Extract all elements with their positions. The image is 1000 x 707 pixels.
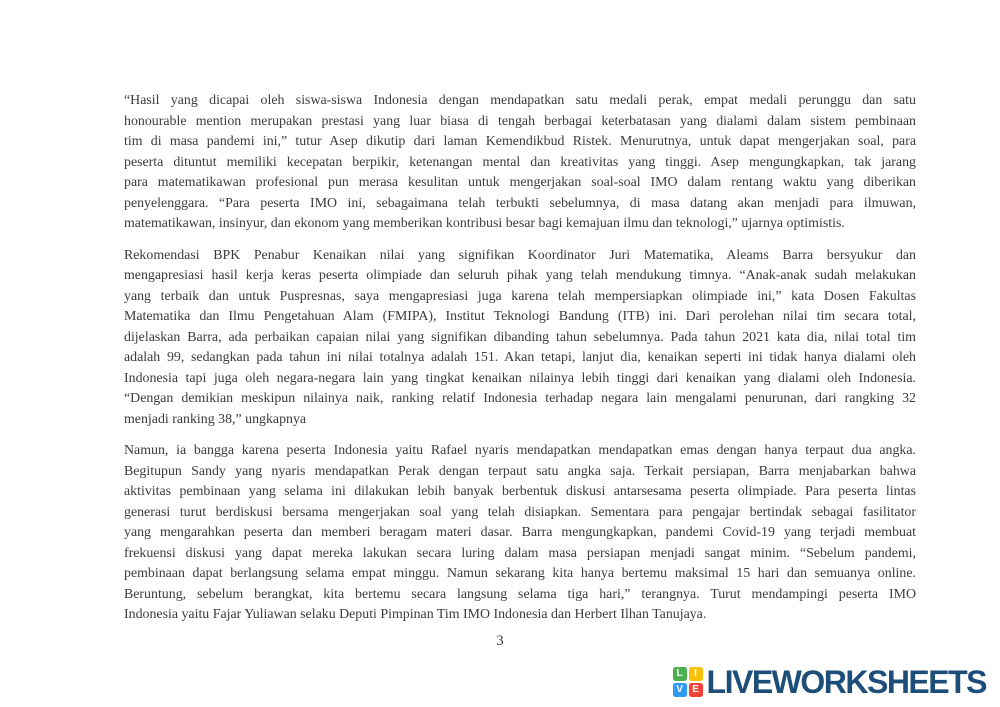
- text-line: generasi turut berdiskusi bersama mengerjakan soal yang telah disiapkan. Sementara para pengajar bertindak sebagai fasilitator: [124, 504, 916, 520]
- text-line: Rekomendasi BPK Penabur Kenaikan nilai yang signifikan Koordinator Juri Matematika, Aleams Barra bersyukur dan: [124, 247, 916, 263]
- text-line: Indonesia yaitu Fajar Yuliawan selaku Deputi Pimpinan Tim IMO Indonesia dan Herbert Ilhan Tanujaya.: [124, 607, 707, 622]
- text-line: Namun, ia bangga karena peserta Indonesia yaitu Rafael nyaris mendapatkan mendapatkan emas dengan hanya terpaut dua angka.: [124, 443, 916, 458]
- logo-square-i: I: [689, 667, 703, 681]
- liveworksheets-wordmark: LIVEWORKSHEETS: [706, 664, 986, 700]
- text-line: yang mengarahkan peserta dan memberi beragam materi dasar. Barra mengungkapkan, pandemi Covid-19 yang terjadi membuat: [124, 525, 916, 540]
- paragraph-2: [124, 246, 916, 431]
- logo-square-e: E: [689, 683, 703, 697]
- text-line: Matematika dan Ilmu Pengetahuan Alam (FMIPA), Institut Teknologi Bandung (ITB) ini. Dari perolehan nilai tim secara total,: [124, 309, 916, 324]
- text-line: Beruntung, sebelum berangkat, kita bertemu secara langsung selama tiga hari,” terangnya. Turut mendampingi peserta IMO: [124, 586, 916, 602]
- text-line: aktivitas pembinaan yang selama ini dilakukan lebih banyak berbentuk diskusi antarsesama peserta olimpiade. Para peserta lintas: [124, 484, 916, 499]
- paragraph-3: [124, 441, 916, 626]
- text-line: Indonesia tapi juga oleh negara-negara lain yang tingkat kenaikan nilainya lebih tinggi dari kenaikan yang dialami oleh Indonesia.: [124, 370, 916, 386]
- text-line: adalah 99, sedangkan pada tahun ini nilai totalnya adalah 151. Akan tetapi, lanjut dia, kenaikan seperti ini tidak hanya dialami oleh: [124, 350, 916, 365]
- text-line: “Hasil yang dicapai oleh siswa-siswa Indonesia dengan mendapatkan satu medali perak, empat medali perunggu dan satu: [124, 93, 916, 108]
- text-line: matematikawan, insinyur, dan ekonom yang memberikan kontribusi besar bagi kemajuan ilmu dan teknologi,” ujarnya optimistis.: [124, 216, 845, 231]
- text-line: peserta dituntut memiliki kecepatan berpikir, ketenangan mental dan kreativitas yang tinggi. Asep mengungkapkan, tak jarang: [124, 154, 916, 170]
- text-line: menjadi ranking 38,” ungkapnya: [124, 411, 307, 427]
- text-line: pembinaan dapat berlangsung selama empat minggu. Namun sekarang kita hanya bertemu maksimal 15 hari dan semuanya online.: [124, 566, 916, 581]
- article-text: [124, 91, 916, 637]
- text-line: para matematikawan profesional pun merasa kesulitan untuk mengerjakan soal-soal IMO dalam rentang waktu yang diberikan: [124, 175, 916, 190]
- text-line: dijelaskan Barra, ada perbaikan capaian nilai yang signifikan dibanding tahun sebelumnya. Pada tahun 2021 kata dia, nilai total tim: [124, 329, 916, 345]
- text-line: yang terbaik dan untuk Puspresnas, saya mengapresiasi juga karena telah mempersiapkan olimpiade ini,” kata Dosen Fakultas: [124, 288, 916, 304]
- text-line: mengapresiasi hasil kerja keras peserta olimpiade dan seluruh pihak yang telah mendukung timnya. “Anak-anak sudah melakukan: [124, 268, 916, 283]
- text-line: “Dengan demikian meskipun nilainya naik, ranking relatif Indonesia terhadap negara lain mengalami penurunan, dari rangking 32: [124, 391, 916, 406]
- paragraph-1: [124, 91, 916, 235]
- text-line: frekuensi diskusi yang dapat mereka lakukan secara luring dalam masa persiapan menjadi sangat minim. “Sebelum pandemi,: [124, 545, 916, 561]
- liveworksheets-logo-icon: [673, 667, 703, 697]
- text-line: honourable mention merupakan prestasi yang luar biasa di tengah berbagai keterbatasan yang dialami dalam sistem pembinaan: [124, 113, 916, 129]
- text-line: penyelenggara. “Para peserta IMO ini, sebagaimana telah terbukti sebelumnya, di masa datang akan menjadi para ilmuwan,: [124, 195, 916, 211]
- page-number: 3: [496, 633, 504, 649]
- text-line: Begitupun Sandy yang nyaris mendapatkan Perak dengan terpaut satu angka saja. Terkait persiapan, Barra menjabarkan bahwa: [124, 463, 916, 479]
- logo-square-l: L: [673, 667, 687, 681]
- liveworksheets-logo: [673, 664, 986, 700]
- text-line: tim di masa pandemi ini,” tutur Asep dikutip dari laman Kemendikbud Ristek. Menurutnya, untuk dapat mengerjakan soal, para: [124, 134, 916, 149]
- logo-square-v: V: [673, 683, 687, 697]
